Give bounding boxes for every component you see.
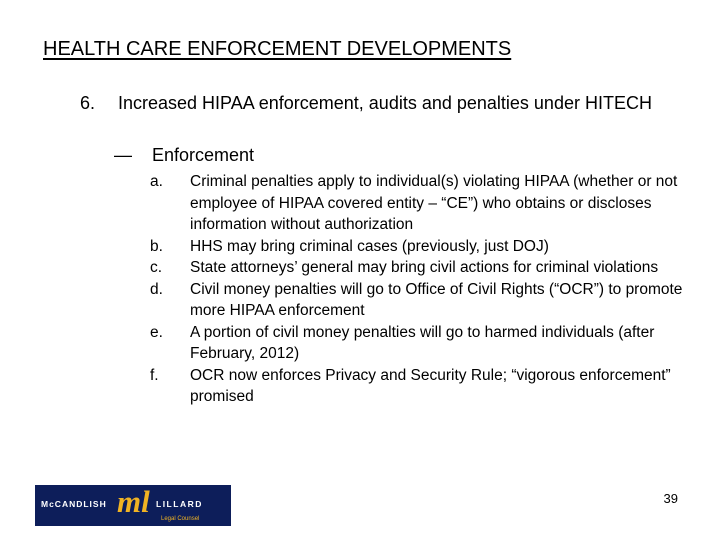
enforcement-list bbox=[150, 171, 690, 408]
list-item-marker: c. bbox=[150, 259, 163, 276]
list-item bbox=[150, 257, 690, 279]
main-item-text: Increased HIPAA enforcement, audits and penalties under HITECH bbox=[118, 93, 652, 113]
list-item bbox=[150, 322, 690, 365]
list-item-text: State attorneys’ general may bring civil actions for criminal violations bbox=[190, 259, 659, 276]
list-item bbox=[150, 171, 690, 236]
list-item bbox=[150, 236, 690, 258]
logo-graphic bbox=[35, 485, 231, 526]
list-item-text: Civil money penalties will go to Office of Civil Rights (“OCR”) to promote more HIPAA enforcement bbox=[190, 280, 683, 319]
page-number: 39 bbox=[663, 491, 678, 506]
company-logo bbox=[35, 485, 231, 526]
list-item-marker: b. bbox=[150, 237, 163, 255]
logo-right-text: LILLARD bbox=[156, 499, 203, 509]
list-item bbox=[150, 365, 690, 408]
list-item-text: Criminal penalties apply to individual(s) violating HIPAA (whether or not employee of HIPAA covered entity – “CE”) who obtains or discloses information without authorization bbox=[190, 173, 678, 233]
list-item-text: A portion of civil money penalties will go to harmed individuals (after February, 2012) bbox=[190, 323, 655, 362]
list-item-marker: a. bbox=[150, 173, 163, 190]
slide-title: HEALTH CARE ENFORCEMENT DEVELOPMENTS bbox=[43, 38, 512, 60]
list-item bbox=[150, 279, 690, 322]
list-item-marker: f. bbox=[150, 366, 159, 384]
logo-tagline: Legal Counsel bbox=[161, 516, 200, 522]
list-item-text: HHS may bring criminal cases (previously, just DOJ) bbox=[190, 237, 549, 255]
list-item-marker: d. bbox=[150, 280, 163, 298]
logo-left-text: McCANDLISH bbox=[41, 499, 107, 509]
list-item-text: OCR now enforces Privacy and Security Rule; “vigorous enforcement” promised bbox=[190, 366, 671, 405]
subsection-dash: — bbox=[114, 145, 132, 165]
subsection-heading bbox=[114, 144, 254, 166]
logo-mark: ml bbox=[117, 485, 150, 519]
main-item-number: 6. bbox=[80, 93, 96, 113]
list-item-marker: e. bbox=[150, 323, 163, 341]
subsection-label: Enforcement bbox=[152, 145, 255, 165]
